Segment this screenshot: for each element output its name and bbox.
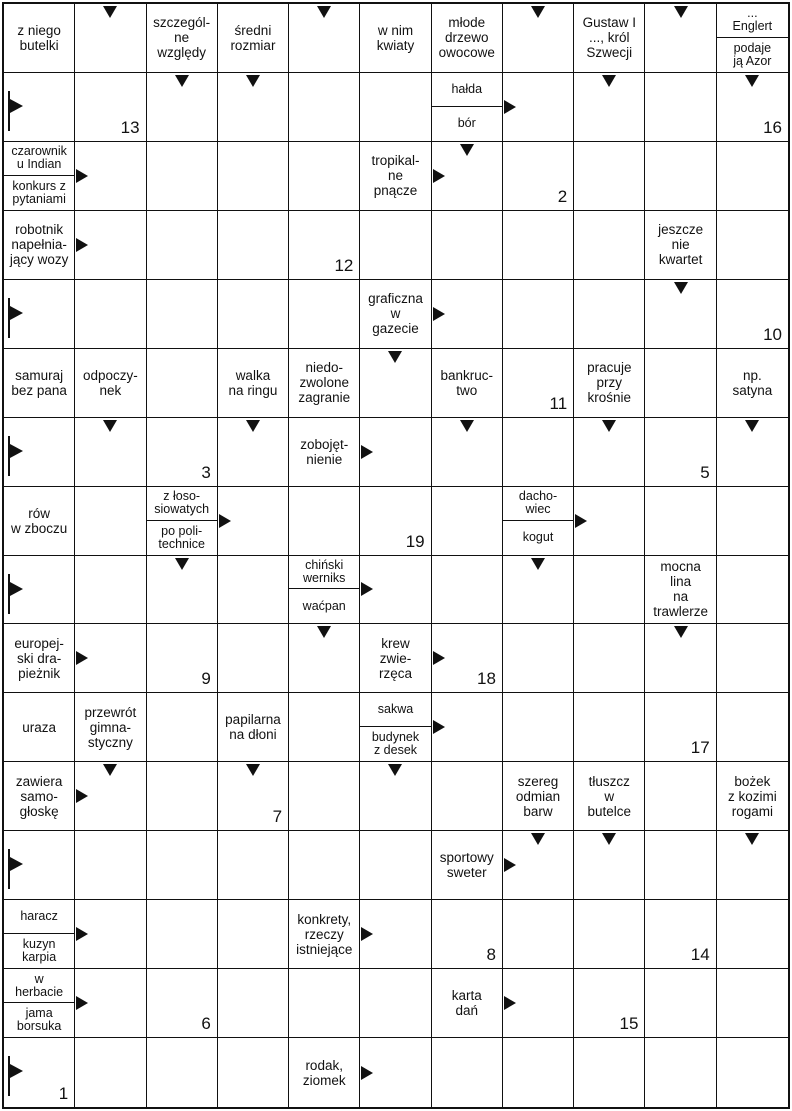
grid-cell[interactable] — [147, 349, 218, 418]
clue-text: w nim kwiaty — [376, 22, 415, 53]
grid-cell[interactable] — [4, 556, 75, 625]
arrow-down-icon — [246, 420, 260, 432]
grid-cell[interactable] — [75, 73, 146, 142]
clue-text: pracuje przy krośnie — [587, 360, 632, 406]
clue-text: mocna lina na trawlerze — [653, 559, 708, 620]
grid-cell[interactable] — [717, 969, 788, 1038]
clue-text: młode drzewo owocowe — [438, 15, 495, 61]
grid-cell[interactable] — [645, 487, 716, 556]
grid-cell[interactable] — [503, 211, 574, 280]
grid-cell[interactable] — [75, 211, 146, 280]
grid-cell[interactable] — [360, 1038, 431, 1107]
grid-cell[interactable] — [574, 900, 645, 969]
solution-letter-number: 3 — [201, 462, 211, 482]
clue-cell — [717, 349, 788, 418]
clue-text-top: w herbacie — [4, 969, 74, 1003]
arrow-right-icon — [504, 100, 516, 114]
grid-cell[interactable] — [147, 556, 218, 625]
clue-cell — [432, 73, 503, 142]
grid-cell[interactable] — [503, 900, 574, 969]
clue-cell — [503, 487, 574, 556]
grid-cell[interactable] — [4, 1038, 75, 1107]
grid-cell[interactable] — [289, 280, 360, 349]
grid-cell[interactable] — [503, 556, 574, 625]
grid-cell[interactable] — [360, 418, 431, 487]
grid-cell[interactable] — [574, 556, 645, 625]
solution-letter-number: 13 — [120, 117, 140, 137]
solution-letter-number: 15 — [619, 1014, 639, 1034]
grid-cell[interactable] — [75, 969, 146, 1038]
grid-cell[interactable] — [289, 4, 360, 73]
clue-text: szczegól- ne względy — [153, 15, 211, 61]
clue-text-top: z łoso- siowatych — [147, 487, 217, 521]
clue-cell — [4, 211, 75, 280]
grid-cell[interactable] — [503, 693, 574, 762]
clue-text-bottom: budynek z desek — [371, 730, 420, 758]
crossword-grid — [2, 2, 790, 1109]
clue-text: niedo- zwolone zagranie — [298, 360, 351, 406]
clue-cell — [289, 1038, 360, 1107]
clue-cell — [4, 969, 75, 1038]
grid-cell[interactable] — [147, 900, 218, 969]
clue-cell — [4, 900, 75, 969]
grid-cell[interactable] — [432, 556, 503, 625]
grid-cell[interactable] — [645, 142, 716, 211]
arrow-down-icon — [674, 626, 688, 638]
grid-cell[interactable] — [289, 487, 360, 556]
clue-text-top: czarownik u Indian — [4, 142, 74, 176]
grid-cell[interactable] — [75, 280, 146, 349]
grid-cell[interactable] — [503, 969, 574, 1038]
grid-cell[interactable] — [4, 73, 75, 142]
solution-letter-number: 1 — [58, 1084, 69, 1103]
clue-text: robotnik napełnia- jący wozy — [9, 222, 69, 268]
grid-cell[interactable] — [360, 969, 431, 1038]
arrow-right-icon — [76, 927, 88, 941]
grid-cell[interactable] — [75, 142, 146, 211]
grid-cell[interactable] — [574, 73, 645, 142]
grid-cell[interactable] — [75, 900, 146, 969]
clue-cell — [717, 762, 788, 831]
clue-text: europej- ski dra- pieżnik — [14, 635, 64, 681]
clue-text: zobojęt- nienie — [300, 436, 349, 467]
clue-cell — [574, 349, 645, 418]
grid-cell[interactable] — [147, 1038, 218, 1107]
grid-cell[interactable] — [645, 349, 716, 418]
clue-text-top: dacho- wiec — [503, 487, 573, 521]
clue-cell — [4, 487, 75, 556]
clue-cell — [75, 349, 146, 418]
clue-text-bottom: podaje ją Azor — [733, 40, 772, 68]
clue-text: z niego butelki — [17, 22, 61, 53]
clue-text: samuraj bez pana — [11, 367, 67, 398]
grid-cell[interactable] — [289, 211, 360, 280]
grid-cell[interactable] — [717, 831, 788, 900]
clue-cell — [75, 693, 146, 762]
clue-text-top: sakwa — [360, 693, 430, 727]
clue-text: uraza — [22, 719, 57, 735]
grid-cell[interactable] — [645, 900, 716, 969]
grid-cell[interactable] — [147, 142, 218, 211]
arrow-down-icon — [531, 833, 545, 845]
arrow-down-icon — [246, 75, 260, 87]
grid-cell[interactable] — [4, 280, 75, 349]
grid-cell[interactable] — [574, 142, 645, 211]
grid-cell[interactable] — [289, 624, 360, 693]
clue-text-bottom: konkurs z pytaniami — [12, 178, 66, 206]
grid-cell[interactable] — [218, 418, 289, 487]
grid-cell[interactable] — [574, 831, 645, 900]
clue-cell — [4, 762, 75, 831]
grid-cell[interactable] — [717, 624, 788, 693]
clue-cell — [4, 142, 75, 211]
grid-cell[interactable] — [360, 487, 431, 556]
grid-cell[interactable] — [717, 211, 788, 280]
arrow-down-icon — [388, 764, 402, 776]
grid-cell[interactable] — [75, 1038, 146, 1107]
grid-cell[interactable] — [645, 1038, 716, 1107]
clue-text: walka na ringu — [228, 367, 278, 398]
arrow-right-icon — [433, 651, 445, 665]
clue-cell — [147, 487, 218, 556]
grid-cell[interactable] — [147, 73, 218, 142]
solution-letter-number: 10 — [763, 324, 782, 344]
clue-text: karta dań — [451, 988, 482, 1019]
solution-letter-number: 9 — [201, 669, 211, 689]
arrow-down-icon — [745, 420, 759, 432]
clue-cell — [289, 349, 360, 418]
clue-text: np. satyna — [732, 367, 773, 398]
grid-cell[interactable] — [360, 762, 431, 831]
grid-cell[interactable] — [503, 418, 574, 487]
clue-cell — [432, 4, 503, 73]
grid-cell[interactable] — [717, 487, 788, 556]
grid-cell[interactable] — [432, 762, 503, 831]
solution-letter-number: 19 — [405, 531, 425, 551]
grid-cell[interactable] — [645, 762, 716, 831]
grid-cell[interactable] — [147, 969, 218, 1038]
solution-letter-number: 16 — [763, 117, 782, 137]
arrow-right-icon — [76, 996, 88, 1010]
arrow-down-icon — [317, 6, 331, 18]
grid-cell[interactable] — [147, 693, 218, 762]
clue-text-bottom: po poli- technice — [158, 523, 205, 551]
clue-text-bottom: bór — [457, 116, 476, 131]
clue-cell — [289, 418, 360, 487]
flag-icon — [8, 574, 26, 614]
grid-cell[interactable] — [360, 211, 431, 280]
arrow-down-icon — [175, 75, 189, 87]
clue-cell — [4, 693, 75, 762]
flag-icon — [8, 298, 26, 338]
grid-cell[interactable] — [4, 831, 75, 900]
clue-cell — [218, 4, 289, 73]
grid-cell[interactable] — [218, 624, 289, 693]
grid-cell[interactable] — [503, 1038, 574, 1107]
clue-cell — [147, 4, 218, 73]
arrow-down-icon — [531, 6, 545, 18]
clue-text: bankruc- two — [440, 367, 494, 398]
grid-cell[interactable] — [360, 556, 431, 625]
grid-cell[interactable] — [218, 556, 289, 625]
clue-text: Gustaw I ..., król Szwecji — [582, 15, 636, 61]
grid-cell[interactable] — [432, 487, 503, 556]
grid-cell[interactable] — [218, 487, 289, 556]
grid-cell[interactable] — [360, 900, 431, 969]
arrow-down-icon — [745, 833, 759, 845]
arrow-right-icon — [433, 169, 445, 183]
grid-cell[interactable] — [432, 900, 503, 969]
solution-letter-number: 11 — [549, 393, 568, 413]
arrow-down-icon — [674, 6, 688, 18]
grid-cell[interactable] — [218, 969, 289, 1038]
solution-letter-number: 17 — [690, 738, 710, 758]
grid-cell[interactable] — [4, 418, 75, 487]
clue-text: rodak, ziomek — [302, 1057, 346, 1088]
arrow-down-icon — [460, 420, 474, 432]
arrow-down-icon — [531, 558, 545, 570]
clue-cell — [218, 693, 289, 762]
grid-cell[interactable] — [289, 142, 360, 211]
arrow-down-icon — [246, 764, 260, 776]
grid-cell[interactable] — [432, 280, 503, 349]
grid-cell[interactable] — [574, 280, 645, 349]
clue-text: sportowy sweter — [439, 850, 494, 881]
grid-cell[interactable] — [717, 1038, 788, 1107]
grid-cell[interactable] — [289, 762, 360, 831]
grid-cell[interactable] — [75, 487, 146, 556]
grid-cell[interactable] — [218, 1038, 289, 1107]
grid-cell[interactable] — [218, 280, 289, 349]
clue-cell — [4, 349, 75, 418]
clue-cell — [360, 4, 431, 73]
arrow-right-icon — [76, 651, 88, 665]
arrow-down-icon — [602, 75, 616, 87]
grid-cell[interactable] — [218, 831, 289, 900]
grid-cell[interactable] — [75, 762, 146, 831]
grid-cell[interactable] — [289, 831, 360, 900]
solution-letter-number: 5 — [700, 462, 710, 482]
grid-cell[interactable] — [717, 900, 788, 969]
arrow-down-icon — [460, 144, 474, 156]
grid-cell[interactable] — [574, 418, 645, 487]
grid-cell[interactable] — [503, 624, 574, 693]
grid-cell[interactable] — [147, 280, 218, 349]
grid-cell[interactable] — [75, 624, 146, 693]
flag-icon — [8, 436, 26, 476]
grid-cell[interactable] — [218, 211, 289, 280]
clue-text-top: chiński werniks — [289, 556, 359, 590]
arrow-down-icon — [745, 75, 759, 87]
solution-letter-number: 6 — [201, 1014, 211, 1034]
grid-cell[interactable] — [717, 693, 788, 762]
grid-cell[interactable] — [717, 280, 788, 349]
grid-cell[interactable] — [75, 4, 146, 73]
grid-cell[interactable] — [289, 73, 360, 142]
grid-cell[interactable] — [503, 73, 574, 142]
clue-text: rów w zboczu — [10, 505, 68, 536]
grid-cell[interactable] — [645, 969, 716, 1038]
solution-letter-number: 8 — [486, 945, 496, 965]
arrow-down-icon — [388, 351, 402, 363]
clue-text: przewrót gimna- styczny — [84, 704, 137, 750]
clue-cell — [645, 556, 716, 625]
grid-cell[interactable] — [503, 349, 574, 418]
grid-cell[interactable] — [218, 900, 289, 969]
solution-letter-number: 12 — [334, 255, 354, 275]
clue-text: zawiera samo- głoskę — [15, 773, 63, 819]
grid-cell[interactable] — [75, 831, 146, 900]
clue-cell — [360, 693, 431, 762]
clue-cell — [432, 831, 503, 900]
grid-cell[interactable] — [574, 969, 645, 1038]
solution-letter-number: 18 — [476, 669, 496, 689]
arrow-right-icon — [361, 1066, 373, 1080]
arrow-right-icon — [76, 789, 88, 803]
clue-cell — [360, 624, 431, 693]
grid-cell[interactable] — [503, 831, 574, 900]
grid-cell[interactable] — [717, 73, 788, 142]
grid-cell[interactable] — [432, 693, 503, 762]
clue-text: konkrety, rzeczy istniejące — [296, 911, 353, 957]
clue-text-bottom: kogut — [522, 530, 554, 545]
grid-cell[interactable] — [503, 4, 574, 73]
clue-cell — [574, 4, 645, 73]
arrow-right-icon — [575, 514, 587, 528]
arrow-right-icon — [76, 169, 88, 183]
grid-cell[interactable] — [645, 4, 716, 73]
grid-cell[interactable] — [147, 624, 218, 693]
clue-cell — [360, 142, 431, 211]
grid-cell[interactable] — [432, 211, 503, 280]
grid-cell[interactable] — [645, 73, 716, 142]
clue-text-top: haracz — [4, 900, 74, 934]
grid-cell[interactable] — [645, 624, 716, 693]
clue-text-bottom: waćpan — [302, 598, 346, 613]
grid-cell[interactable] — [432, 142, 503, 211]
clue-text: tropikal- ne pnącze — [371, 153, 420, 199]
grid-cell[interactable] — [360, 73, 431, 142]
arrow-down-icon — [175, 558, 189, 570]
clue-cell — [717, 4, 788, 73]
clue-cell — [503, 762, 574, 831]
grid-cell[interactable] — [574, 693, 645, 762]
grid-cell[interactable] — [218, 142, 289, 211]
grid-cell[interactable] — [147, 831, 218, 900]
clue-text: szereg odmian barw — [515, 773, 561, 819]
solution-letter-number: 2 — [557, 186, 568, 206]
clue-text: tłuszcz w butelce — [587, 773, 632, 819]
clue-text: graficzna w gazecie — [368, 291, 423, 337]
grid-cell[interactable] — [360, 349, 431, 418]
clue-cell — [4, 4, 75, 73]
solution-letter-number: 7 — [272, 807, 283, 827]
clue-text: odpoczy- nek — [83, 367, 138, 398]
arrow-down-icon — [103, 420, 117, 432]
grid-cell[interactable] — [503, 280, 574, 349]
arrow-right-icon — [76, 238, 88, 252]
grid-cell[interactable] — [645, 693, 716, 762]
grid-cell[interactable] — [645, 280, 716, 349]
arrow-right-icon — [433, 720, 445, 734]
grid-cell[interactable] — [503, 142, 574, 211]
arrow-right-icon — [361, 927, 373, 941]
clue-text-bottom: kuzyn karpia — [22, 937, 57, 965]
arrow-right-icon — [504, 858, 516, 872]
arrow-down-icon — [674, 282, 688, 294]
arrow-down-icon — [602, 420, 616, 432]
flag-icon — [8, 91, 26, 131]
grid-cell[interactable] — [717, 142, 788, 211]
flag-icon — [8, 849, 26, 889]
clue-cell — [432, 969, 503, 1038]
grid-cell[interactable] — [147, 211, 218, 280]
clue-cell — [432, 349, 503, 418]
grid-cell[interactable] — [432, 624, 503, 693]
grid-cell[interactable] — [574, 624, 645, 693]
grid-cell[interactable] — [289, 969, 360, 1038]
arrow-right-icon — [361, 582, 373, 596]
arrow-right-icon — [504, 996, 516, 1010]
clue-text: bożek z kozimi rogami — [727, 773, 777, 819]
grid-cell[interactable] — [147, 762, 218, 831]
grid-cell[interactable] — [75, 556, 146, 625]
grid-cell[interactable] — [574, 211, 645, 280]
clue-text: krew zwie- rzęca — [378, 635, 412, 681]
grid-cell[interactable] — [645, 418, 716, 487]
clue-cell — [289, 900, 360, 969]
grid-cell[interactable] — [289, 693, 360, 762]
arrow-down-icon — [602, 833, 616, 845]
clue-cell — [360, 280, 431, 349]
clue-cell — [574, 762, 645, 831]
grid-cell[interactable] — [432, 418, 503, 487]
arrow-right-icon — [361, 445, 373, 459]
clue-cell — [4, 624, 75, 693]
clue-cell — [289, 556, 360, 625]
grid-cell[interactable] — [147, 418, 218, 487]
arrow-down-icon — [317, 626, 331, 638]
grid-cell[interactable] — [645, 831, 716, 900]
grid-cell[interactable] — [717, 556, 788, 625]
grid-cell[interactable] — [218, 762, 289, 831]
clue-text-top: hałda — [432, 73, 502, 107]
clue-text: średni rozmiar — [230, 22, 276, 53]
clue-text: papilarna na dłoni — [225, 712, 281, 743]
clue-cell — [218, 349, 289, 418]
grid-cell[interactable] — [717, 418, 788, 487]
arrow-down-icon — [103, 6, 117, 18]
grid-cell[interactable] — [360, 831, 431, 900]
clue-text: jeszcze nie kwartet — [658, 222, 704, 268]
solution-letter-number: 14 — [690, 945, 710, 965]
clue-text-top: ... Englert — [717, 4, 788, 38]
grid-cell[interactable] — [432, 1038, 503, 1107]
arrow-right-icon — [219, 514, 231, 528]
clue-text-bottom: jama borsuka — [16, 1006, 62, 1034]
grid-cell[interactable] — [574, 487, 645, 556]
clue-cell — [645, 211, 716, 280]
grid-cell[interactable] — [218, 73, 289, 142]
flag-icon — [8, 1056, 26, 1096]
arrow-down-icon — [103, 764, 117, 776]
grid-cell[interactable] — [574, 1038, 645, 1107]
grid-cell[interactable] — [75, 418, 146, 487]
arrow-right-icon — [433, 307, 445, 321]
